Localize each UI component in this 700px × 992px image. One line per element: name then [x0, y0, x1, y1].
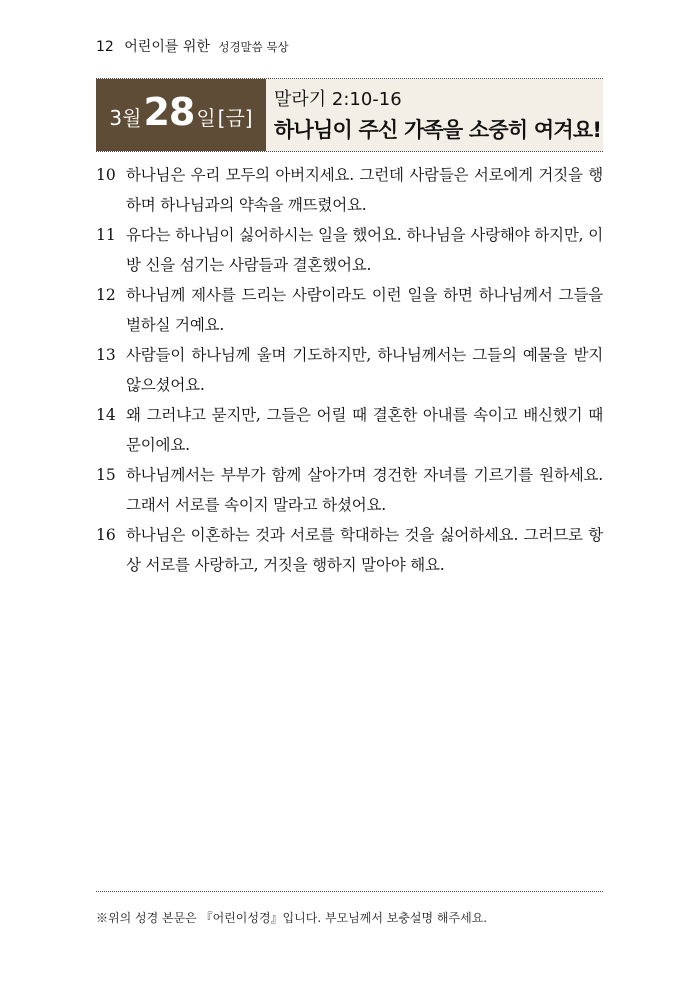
verse-item — [96, 280, 603, 340]
verse-text: 하나님은 이혼하는 것과 서로를 학대하는 것을 싫어하세요. 그러므로 항상 서로를 사랑하고, 거짓을 행하지 말아야 해요. — [126, 526, 603, 574]
date-month: 3월 — [109, 106, 142, 130]
verse-item — [96, 460, 603, 520]
verse-item — [96, 340, 603, 400]
verse-text: 왜 그러냐고 묻지만, 그들은 어릴 때 결혼한 아내를 속이고 배신했기 때문이에요. — [126, 406, 603, 454]
footnote: ※위의 성경 본문은 『어린이성경』입니다. 부모님께서 보충설명 해주세요. — [96, 911, 488, 925]
verse-item — [96, 400, 603, 460]
verse-number: 13 — [96, 346, 116, 364]
verse-text: 유다는 하나님이 싫어하시는 일을 했어요. 하나님을 사랑해야 하지만, 이방 신을 섬기는 사람들과 결혼했어요. — [126, 226, 603, 274]
verse-text: 사람들이 하나님께 울며 기도하지만, 하나님께서는 그들의 예물을 받지 않으셨어요. — [126, 346, 603, 394]
verse-number: 11 — [96, 226, 116, 244]
verse-text: 하나님께 제사를 드리는 사람이라도 이런 일을 하면 하나님께서 그들을 벌하실 거예요. — [126, 286, 603, 334]
devotion-theme: 하나님이 주신 가족을 소중히 여겨요! — [274, 118, 602, 142]
footer-divider — [96, 891, 603, 892]
verse-number: 16 — [96, 526, 116, 544]
verse-item — [96, 520, 603, 580]
verse-list — [96, 160, 603, 580]
running-head — [96, 36, 289, 56]
verse-number: 10 — [96, 166, 116, 184]
verse-number: 14 — [96, 406, 116, 424]
page-number: 12 — [96, 39, 114, 55]
date-box — [96, 79, 266, 151]
verse-text: 하나님께서는 부부가 함께 살아가며 경건한 자녀를 기르기를 원하세요. 그래서 서로를 속이지 말라고 하셨어요. — [126, 466, 603, 514]
date-weekday: [금] — [217, 106, 253, 130]
verse-number: 12 — [96, 286, 116, 304]
verse-text: 하나님은 우리 모두의 아버지세요. 그런데 사람들은 서로에게 거짓을 행하며 하나님과의 약속을 깨뜨렸어요. — [126, 166, 603, 214]
book-title: 어린이를 위한 — [124, 39, 210, 55]
book-subtitle: 성경말씀 묵상 — [218, 40, 289, 54]
scripture-reference: 말라기 2:10-16 — [274, 89, 402, 110]
date-day: 28 — [143, 90, 195, 134]
title-box — [266, 79, 603, 151]
verse-item — [96, 220, 603, 280]
verse-item — [96, 160, 603, 220]
verse-number: 15 — [96, 466, 116, 484]
devotion-header — [96, 78, 603, 152]
date-day-suffix: 일 — [196, 106, 216, 130]
